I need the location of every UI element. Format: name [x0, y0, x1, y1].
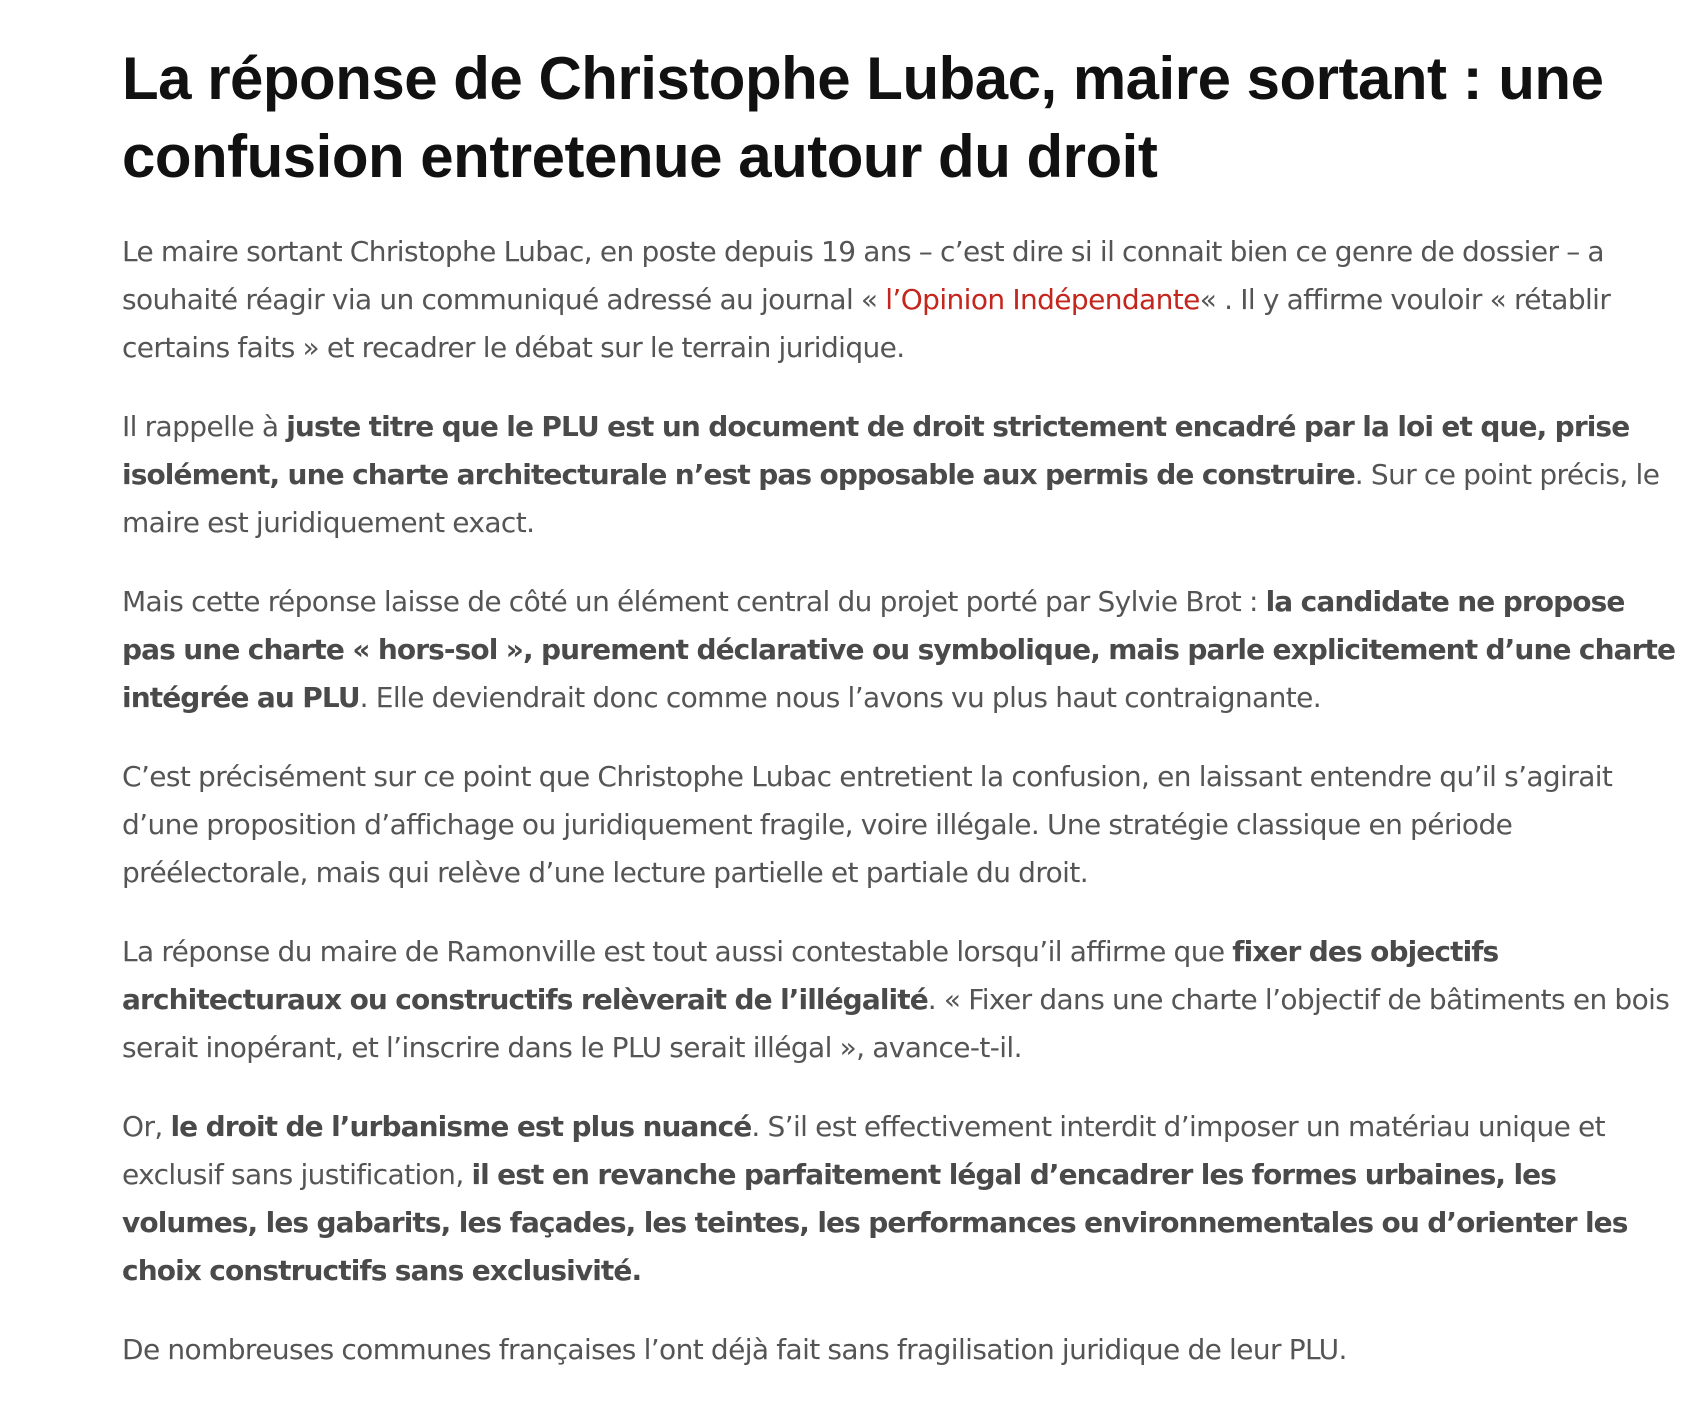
bold-text: juste titre que le PLU est un document de droit strictement encadré par la loi et que, prise isolément, une charte architecturale n’est pas opposable aux permis de construire — [122, 410, 1630, 491]
paragraph-6 — [122, 1103, 1682, 1295]
paragraph-2 — [122, 403, 1682, 547]
bold-text: la candidate ne propose pas une charte « hors-sol », purement déclarative ou symbolique, mais parle explicitement d’une charte intégrée au PLU — [122, 585, 1676, 714]
bold-text: il est en revanche parfaitement légal d’encadrer les formes urbaines, les volumes, les gabarits, les façades, les teintes, les performances environnementales ou d’orienter les choix constructifs sans exclusivité. — [122, 1158, 1628, 1287]
text: Mais cette réponse laisse de côté un élément central du projet porté par Sylvie Brot : — [122, 585, 1266, 618]
paragraph-4 — [122, 753, 1682, 897]
text: . « Fixer dans une charte l’objectif de bâtiments en bois serait inopérant, et l’inscrire dans le PLU serait illégal », avance-t-il. — [122, 983, 1670, 1064]
text: . Elle deviendrait donc comme nous l’avons vu plus haut contraignante. — [359, 681, 1322, 714]
text: Il rappelle à — [122, 410, 287, 443]
article-title: La réponse de Christophe Lubac, maire sortant : une confusion entretenue autour du droit — [122, 45, 1604, 190]
text: Or, — [122, 1110, 171, 1143]
paragraph-3 — [122, 578, 1682, 722]
text: « . Il y affirme vouloir « rétablir certains faits » et recadrer le débat sur le terrain juridique. — [122, 283, 1611, 364]
text: De nombreuses communes françaises l’ont déjà fait sans fragilisation juridique de leur PLU. — [122, 1333, 1347, 1366]
paragraph-7 — [122, 1326, 1682, 1374]
paragraph-1 — [122, 228, 1682, 372]
paragraph-5 — [122, 928, 1682, 1072]
bold-text: le droit de l’urbanisme est plus nuancé — [170, 1110, 752, 1143]
text: . S’il est effectivement interdit d’imposer un matériau unique et exclusif sans justification, — [122, 1110, 1606, 1191]
text: Le maire sortant Christophe Lubac, en poste depuis 19 ans – c’est dire si il connait bien ce genre de dossier – a souhaité réagir via un communiqué adressé au journal « — [122, 235, 1604, 316]
opinion-independante-link[interactable]: l’Opinion Indépendante — [885, 283, 1200, 316]
text: . Sur ce point précis, le maire est juridiquement exact. — [122, 458, 1660, 539]
text: La réponse du maire de Ramonville est tout aussi contestable lorsqu’il affirme que — [122, 935, 1233, 968]
text: C’est précisément sur ce point que Christophe Lubac entretient la confusion, en laissant entendre qu’il s’agirait d’une proposition d’affichage ou juridiquement fragile, voire illégale. Une stratégie classique en période préélectorale, mais qui relève d’une lecture partielle et partiale du droit. — [122, 760, 1613, 889]
bold-text: fixer des objectifs architecturaux ou constructifs relèverait de l’illégalité — [122, 935, 1499, 1016]
article — [122, 40, 1682, 1405]
